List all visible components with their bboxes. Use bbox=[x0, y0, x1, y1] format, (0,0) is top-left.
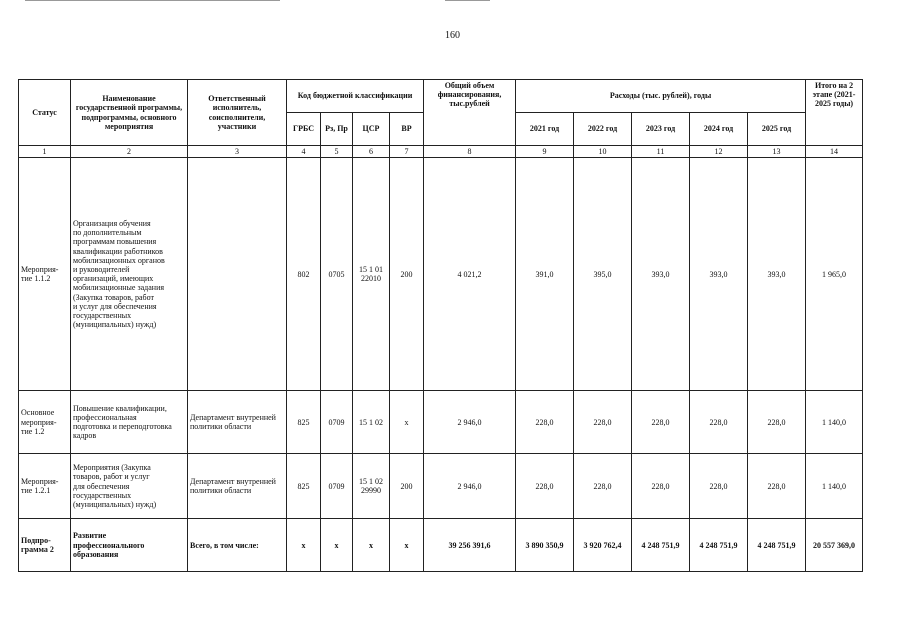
col-number: 4 bbox=[287, 146, 321, 158]
row-itogo: 1 140,0 bbox=[806, 454, 863, 519]
col-number: 7 bbox=[390, 146, 424, 158]
row-rzpr: 0709 bbox=[321, 391, 353, 454]
row-csr: 15 1 02 29990 bbox=[353, 454, 390, 519]
header-status: Статус bbox=[19, 80, 71, 146]
row-itogo: 20 557 369,0 bbox=[806, 519, 863, 572]
budget-table bbox=[18, 79, 863, 572]
row-2022: 228,0 bbox=[574, 454, 632, 519]
page-number: 160 bbox=[445, 30, 460, 41]
row-vr: 200 bbox=[390, 454, 424, 519]
header-2025: 2025 год bbox=[748, 113, 806, 146]
header-2024: 2024 год bbox=[690, 113, 748, 146]
row-2025: 393,0 bbox=[748, 158, 806, 391]
row-vr: x bbox=[390, 519, 424, 572]
row-grbs: 825 bbox=[287, 454, 321, 519]
header-csr: ЦСР bbox=[353, 113, 390, 146]
row-2024: 4 248 751,9 bbox=[690, 519, 748, 572]
top-rule-left bbox=[25, 0, 280, 1]
row-itogo: 1 140,0 bbox=[806, 391, 863, 454]
row-2025: 228,0 bbox=[748, 454, 806, 519]
header-2022: 2022 год bbox=[574, 113, 632, 146]
header-total-volume: Общий объем финансирования, тыс.рублей bbox=[424, 80, 516, 146]
table-row bbox=[19, 519, 863, 572]
row-2023: 393,0 bbox=[632, 158, 690, 391]
col-number: 12 bbox=[690, 146, 748, 158]
row-rzpr: x bbox=[321, 519, 353, 572]
row-total: 4 021,2 bbox=[424, 158, 516, 391]
top-rule-right bbox=[445, 0, 490, 1]
col-number: 2 bbox=[71, 146, 188, 158]
row-2021: 391,0 bbox=[516, 158, 574, 391]
header-2021: 2021 год bbox=[516, 113, 574, 146]
col-number: 11 bbox=[632, 146, 690, 158]
row-status: Подпро- грамма 2 bbox=[19, 519, 71, 572]
column-number-row bbox=[19, 146, 863, 158]
table-row bbox=[19, 158, 863, 391]
row-2025: 228,0 bbox=[748, 391, 806, 454]
row-2022: 228,0 bbox=[574, 391, 632, 454]
row-csr: 15 1 01 22010 bbox=[353, 158, 390, 391]
row-2024: 393,0 bbox=[690, 158, 748, 391]
row-itogo: 1 965,0 bbox=[806, 158, 863, 391]
row-name: Организация обучения по дополнительным программам повышения квалификации работников мобилизационных органов и руководителей организаций, имеющих мобилизационные задания (Закупка товаров, работ и услуг для обеспечения государственных (муниципальных) нужд) bbox=[71, 158, 188, 391]
row-2023: 228,0 bbox=[632, 391, 690, 454]
header-itogo: Итого на 2 этапе (2021-2025 годы) bbox=[806, 80, 863, 146]
row-csr: 15 1 02 bbox=[353, 391, 390, 454]
row-executor bbox=[188, 158, 287, 391]
col-number: 3 bbox=[188, 146, 287, 158]
row-2024: 228,0 bbox=[690, 454, 748, 519]
row-2024: 228,0 bbox=[690, 391, 748, 454]
header-vr: ВР bbox=[390, 113, 424, 146]
row-2023: 4 248 751,9 bbox=[632, 519, 690, 572]
col-number: 14 bbox=[806, 146, 863, 158]
col-number: 5 bbox=[321, 146, 353, 158]
table-row bbox=[19, 454, 863, 519]
col-number: 6 bbox=[353, 146, 390, 158]
row-csr: x bbox=[353, 519, 390, 572]
row-2021: 228,0 bbox=[516, 391, 574, 454]
row-executor: Департамент внутренней политики области bbox=[188, 454, 287, 519]
row-executor: Департамент внутренней политики области bbox=[188, 391, 287, 454]
header-row-1 bbox=[19, 80, 863, 113]
row-2025: 4 248 751,9 bbox=[748, 519, 806, 572]
row-2021: 3 890 350,9 bbox=[516, 519, 574, 572]
header-expenses: Расходы (тыс. рублей), годы bbox=[516, 80, 806, 113]
row-rzpr: 0705 bbox=[321, 158, 353, 391]
row-status: Основное мероприя- тие 1.2 bbox=[19, 391, 71, 454]
row-2021: 228,0 bbox=[516, 454, 574, 519]
row-total: 2 946,0 bbox=[424, 454, 516, 519]
row-grbs: 825 bbox=[287, 391, 321, 454]
row-2023: 228,0 bbox=[632, 454, 690, 519]
row-2022: 3 920 762,4 bbox=[574, 519, 632, 572]
row-rzpr: 0709 bbox=[321, 454, 353, 519]
row-grbs: x bbox=[287, 519, 321, 572]
col-number: 8 bbox=[424, 146, 516, 158]
row-executor: Всего, в том числе: bbox=[188, 519, 287, 572]
header-rzpr: Рз, Пр bbox=[321, 113, 353, 146]
row-vr: x bbox=[390, 391, 424, 454]
row-name: Повышение квалификации, профессиональная подготовка и переподготовка кадров bbox=[71, 391, 188, 454]
row-vr: 200 bbox=[390, 158, 424, 391]
col-number: 9 bbox=[516, 146, 574, 158]
table-row bbox=[19, 391, 863, 454]
col-number: 1 bbox=[19, 146, 71, 158]
row-name: Развитие профессионального образования bbox=[71, 519, 188, 572]
header-program-name: Наименование государственной программы, подпрограммы, основного мероприятия bbox=[71, 80, 188, 146]
col-number: 13 bbox=[748, 146, 806, 158]
row-total: 2 946,0 bbox=[424, 391, 516, 454]
header-budget-code: Код бюджетной классификации bbox=[287, 80, 424, 113]
header-2023: 2023 год bbox=[632, 113, 690, 146]
row-total: 39 256 391,6 bbox=[424, 519, 516, 572]
row-status: Мероприя- тие 1.2.1 bbox=[19, 454, 71, 519]
row-grbs: 802 bbox=[287, 158, 321, 391]
header-executor: Ответственный исполнитель, соисполнители, участники bbox=[188, 80, 287, 146]
row-2022: 395,0 bbox=[574, 158, 632, 391]
row-name: Мероприятия (Закупка товаров, работ и услуг для обеспечения государственных (муниципальных) нужд) bbox=[71, 454, 188, 519]
col-number: 10 bbox=[574, 146, 632, 158]
header-grbs: ГРБС bbox=[287, 113, 321, 146]
row-status: Мероприя- тие 1.1.2 bbox=[19, 158, 71, 391]
